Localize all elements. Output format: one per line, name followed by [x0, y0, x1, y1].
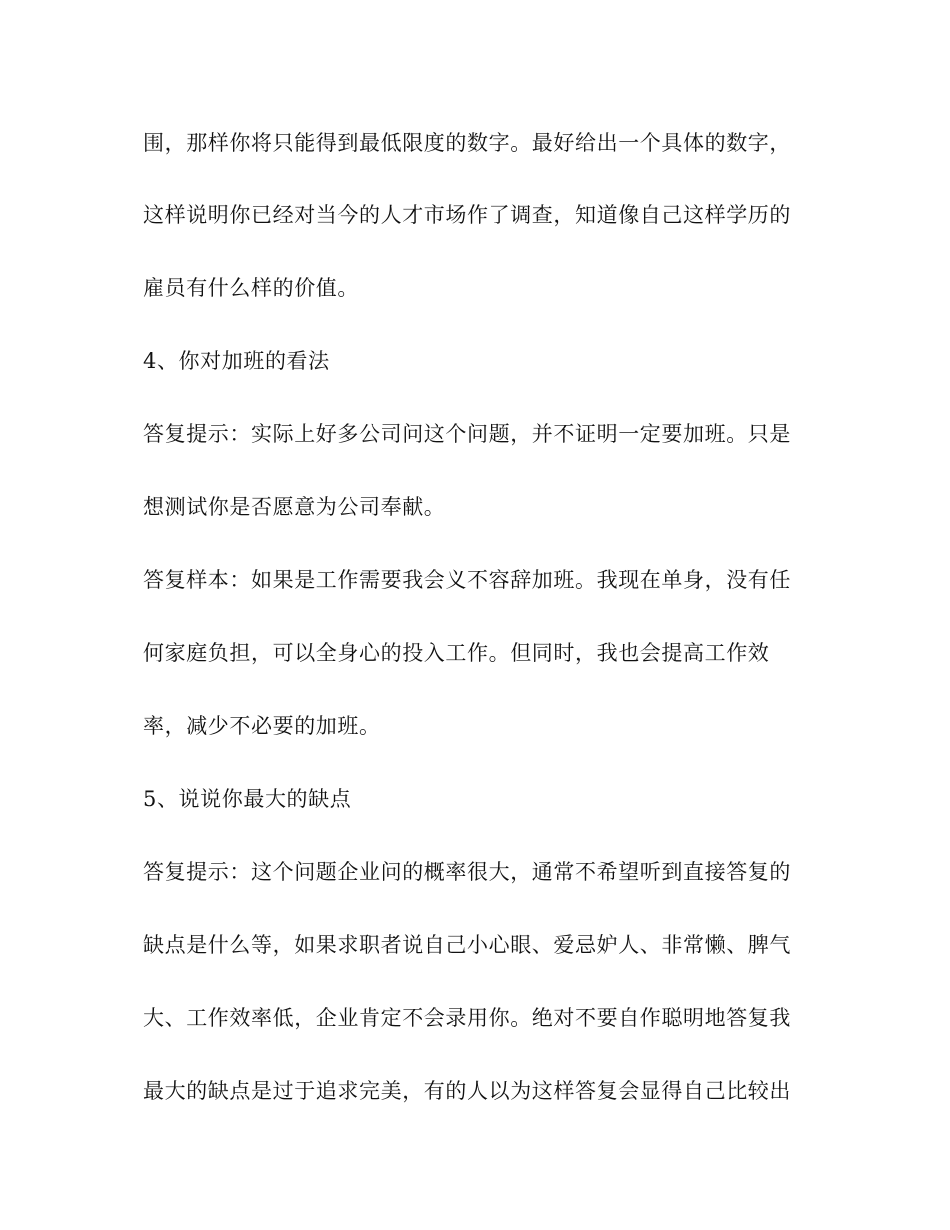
text-line-continuation: 雇员有什么样的价值。 [143, 276, 359, 300]
answer-hint-paragraph: 答复提示：这个问题企业问的概率很大，通常不希望听到直接答复的 [143, 860, 791, 884]
section-heading-weakness: 5、说说你最大的缺点 [143, 787, 352, 811]
answer-hint-paragraph: 答复提示：实际上好多公司问这个问题，并不证明一定要加班。只是 [143, 422, 791, 446]
answer-hint-paragraph: 缺点是什么等，如果求职者说自己小心眼、爱忌妒人、非常懒、脾气 [143, 933, 791, 957]
answer-hint-paragraph: 最大的缺点是过于追求完美，有的人以为这样答复会显得自己比较出 [143, 1079, 791, 1103]
answer-sample-paragraph: 何家庭负担，可以全身心的投入工作。但同时，我也会提高工作效 [143, 641, 770, 665]
answer-hint-paragraph: 想测试你是否愿意为公司奉献。 [143, 495, 446, 519]
text-line-continuation: 这样说明你已经对当今的人才市场作了调查，知道像自己这样学历的 [143, 203, 791, 227]
section-heading-overtime: 4、你对加班的看法 [143, 349, 330, 373]
text-line-continuation: 围，那样你将只能得到最低限度的数字。最好给出一个具体的数字， [143, 131, 791, 155]
answer-sample-paragraph: 答复样本：如果是工作需要我会义不容辞加班。我现在单身，没有任 [143, 568, 791, 592]
answer-hint-paragraph: 大、工作效率低，企业肯定不会录用你。绝对不要自作聪明地答复我 [143, 1006, 791, 1030]
answer-sample-paragraph: 率，减少不必要的加班。 [143, 714, 381, 738]
